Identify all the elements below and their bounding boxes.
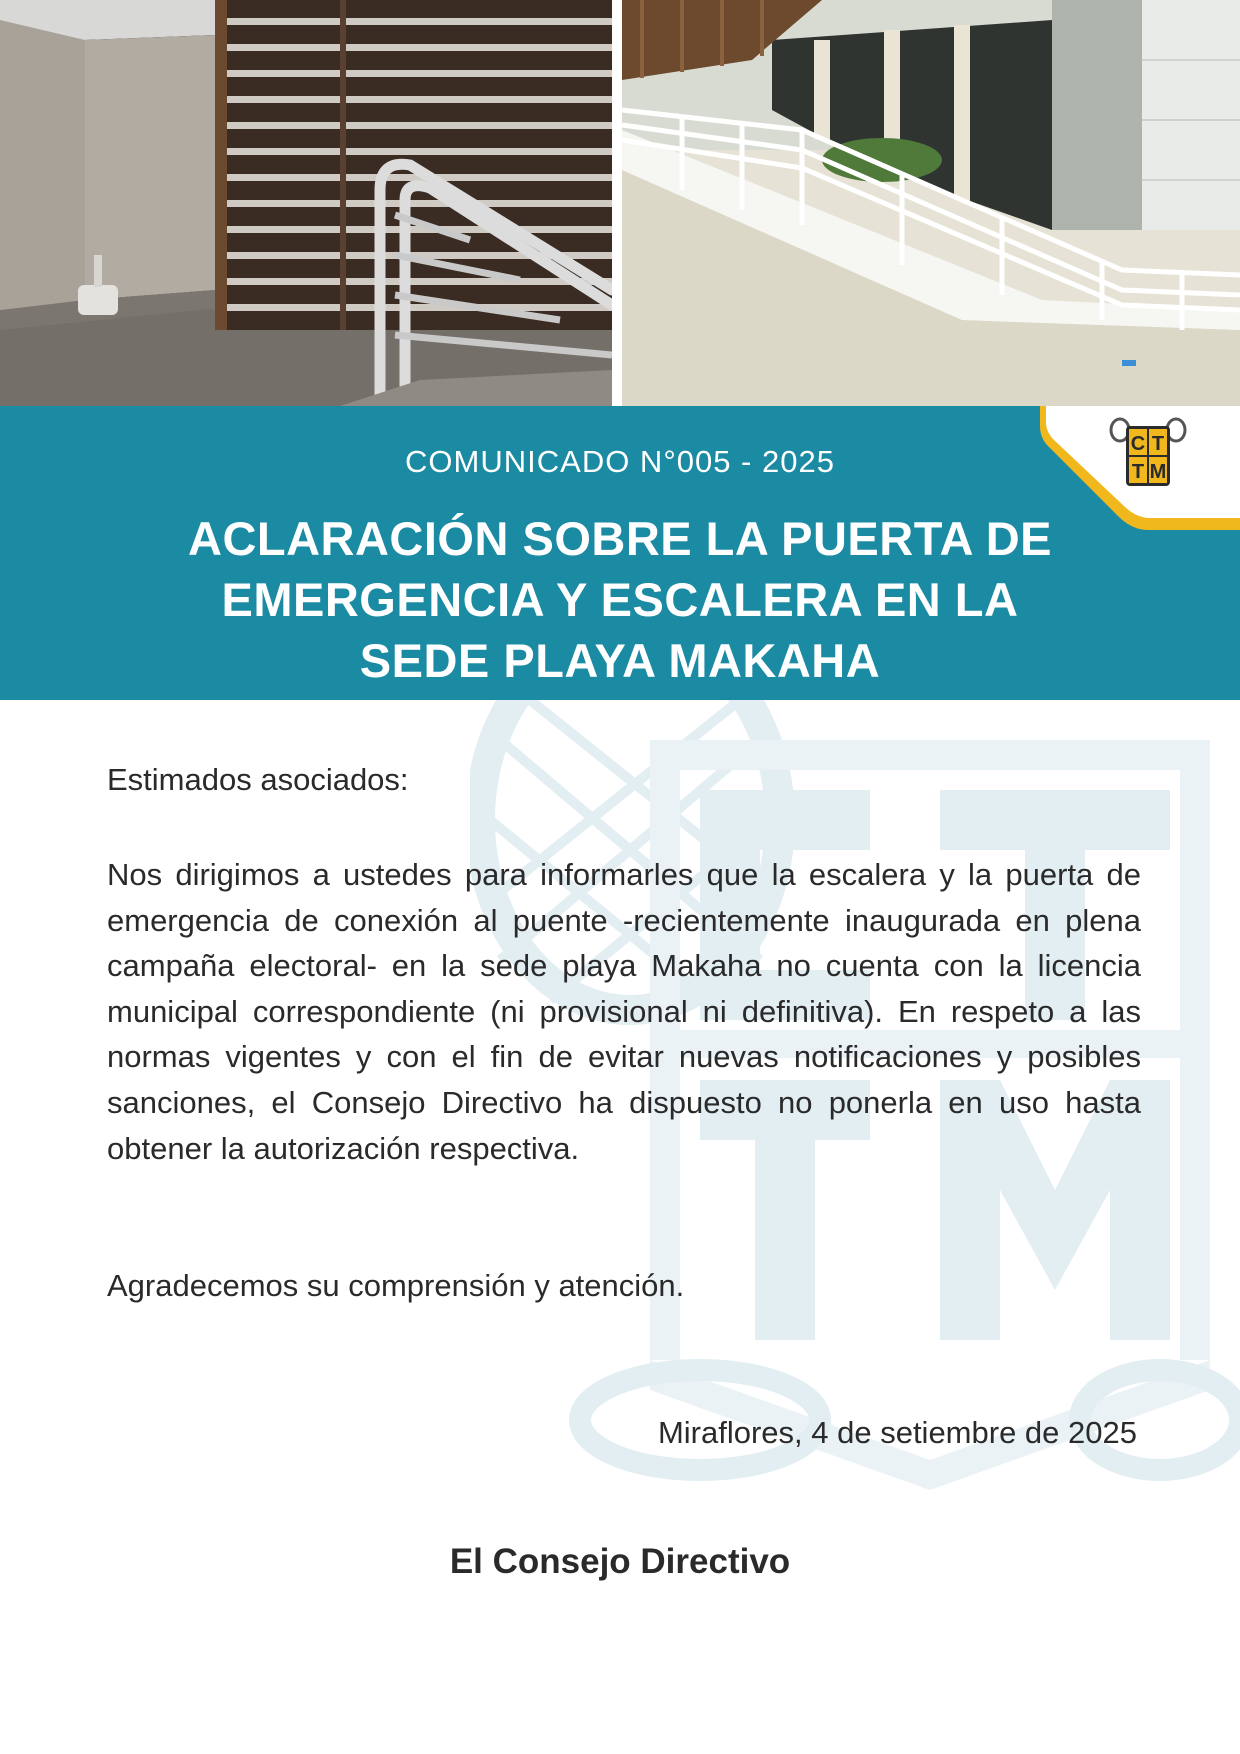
headline-line-3: SEDE PLAYA MAKAHA xyxy=(359,634,881,687)
headline xyxy=(90,508,1150,691)
closing-line: Agradecemos su comprensión y atención. xyxy=(107,1268,685,1303)
signature: El Consejo Directivo xyxy=(449,1542,791,1581)
greeting: Estimados asociados: xyxy=(107,762,409,797)
logo-letter-t1: T xyxy=(1151,433,1165,455)
emergency-door-photo xyxy=(0,0,612,406)
headline-line-1: ACLARACIÓN SOBRE LA PUERTA DE xyxy=(188,512,1052,565)
logo-letter-m: M xyxy=(1149,461,1167,483)
place-date: Miraflores, 4 de setiembre de 2025 xyxy=(657,1415,1137,1450)
body-paragraph: Nos dirigimos a ustedes para informarles que la escalera y la puerta de emergencia de conexión al puente -recientemente inaugurada en plena campaña electoral- en la sede playa Makaha no cuenta con la licencia municipal correspondiente (ni provisional ni definitiva). En respeto a las normas vigentes y con el fin de evitar nuevas notificaciones y posibles sanciones, el Consejo Directivo ha dispuesto no ponerla en uso hasta obtener la autorización respectiva. xyxy=(107,857,1141,1166)
logo-letter-t2: T xyxy=(1131,461,1145,483)
communique-number: COMUNICADO N°005 - 2025 xyxy=(405,444,835,479)
staircase-photo xyxy=(622,0,1240,406)
logo-letter-c: C xyxy=(1130,433,1146,455)
headline-line-2: EMERGENCIA Y ESCALERA EN LA xyxy=(221,573,1019,626)
